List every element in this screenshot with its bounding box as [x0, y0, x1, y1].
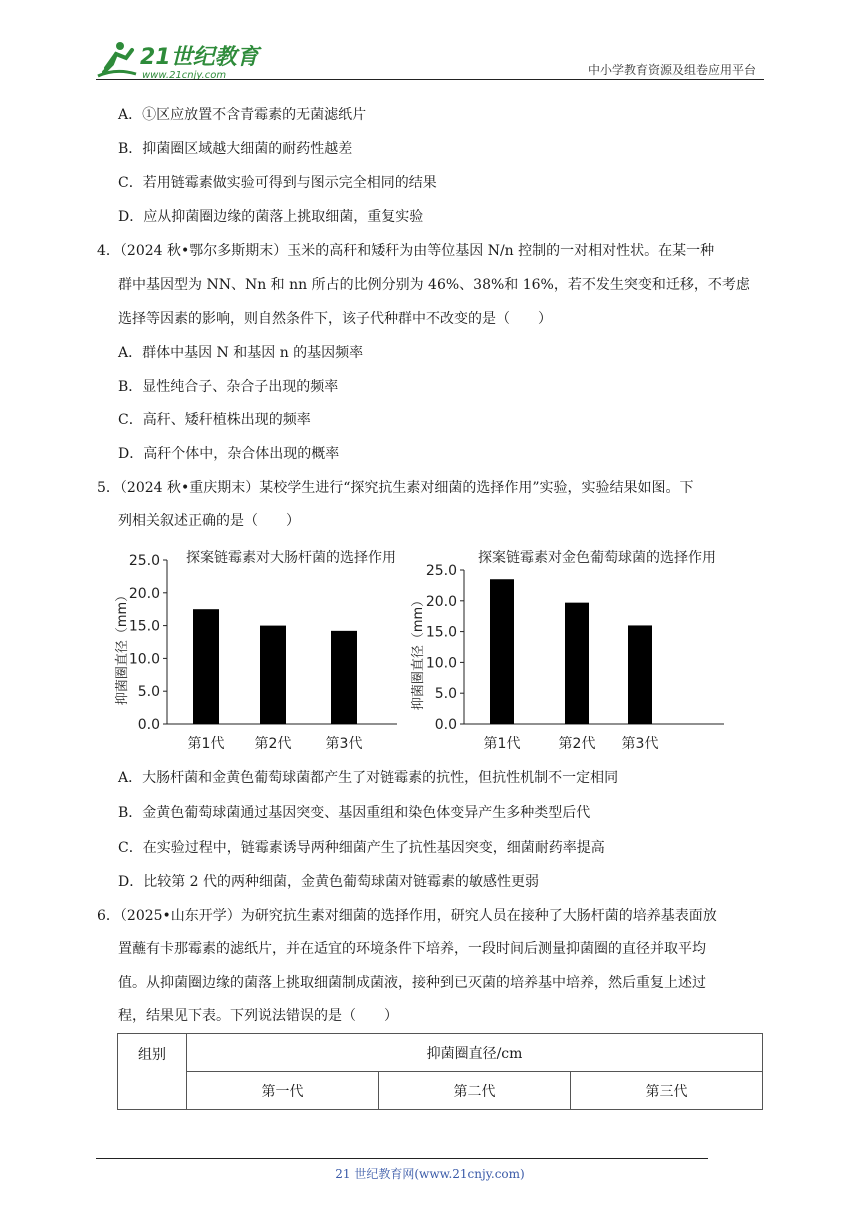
q6-results-table [117, 1033, 763, 1110]
y-tick-label: 20.0 [425, 593, 457, 610]
table-header-gen2: 第二代 [379, 1072, 571, 1110]
q3-option-a: A．①区应放置不含青霉素的无菌滤纸片 [118, 107, 367, 123]
q5-option-d: D．比较第 2 代的两种细菌，金黄色葡萄球菌对链霉素的敏感性更弱 [118, 874, 540, 890]
logo-url: www.21cnjy.com [142, 70, 227, 81]
q4-option-b: B．显性纯合子、杂合子出现的频率 [118, 379, 339, 395]
y-tick-label: 25.0 [425, 563, 457, 579]
q5-stem-line-1: 5．（2024 秋•重庆期末）某校学生进行“探究抗生素对细菌的选择作用”实验，实验结果如图。下 [97, 480, 694, 496]
y-tick-label: 15.0 [128, 618, 160, 635]
y-tick-label: 0.0 [137, 717, 160, 733]
y-tick-label: 10.0 [128, 651, 160, 668]
x-tick-label: 第1代 [187, 736, 225, 752]
footer-text: 21 世纪教育网(www.21cnjy.com) [335, 1167, 525, 1181]
q3-option-b: B．抑菌圈区域越大细菌的耐药性越差 [118, 141, 353, 157]
table-header-row [118, 1034, 763, 1072]
y-tick-label: 25.0 [128, 553, 160, 569]
logo-title: 21世纪教育 [140, 45, 259, 70]
table-header-group: 组别 [118, 1034, 187, 1110]
table-header-gen1: 第一代 [187, 1072, 379, 1110]
site-logo [96, 38, 266, 82]
header-divider [96, 79, 764, 80]
q5-option-c: C．在实验过程中，链霉素诱导两种细菌产生了抗性基因突变，细菌耐药率提高 [118, 840, 605, 856]
q6-stem-line-4: 程，结果见下表。下列说法错误的是（ ） [118, 1008, 398, 1024]
q5-option-a: A．大肠杆菌和金黄色葡萄球菌都产生了对链霉素的抗性，但抗性机制不一定相同 [118, 770, 619, 786]
chart-title: 探案链霉素对金色葡萄球菌的选择作用 [478, 550, 716, 566]
bar-第2代 [260, 626, 286, 724]
y-tick-label: 5.0 [137, 684, 160, 701]
q4-stem-line-3: 选择等因素的影响，则自然条件下，该子代种群中不改变的是（ ） [118, 311, 552, 327]
runner-icon [98, 42, 136, 76]
bar-第2代 [565, 603, 589, 724]
chart-title: 探案链霉素对大肠杆菌的选择作用 [186, 550, 396, 566]
table-header-diameter: 抑菌圈直径/cm [187, 1034, 763, 1072]
y-axis-label: 抑菌圈直径（mm） [115, 588, 130, 706]
x-tick-label: 第1代 [483, 736, 521, 752]
q5-option-b: B．金黄色葡萄球菌通过基因突变、基因重组和染色体变异产生多种类型后代 [118, 805, 591, 821]
chart-ecoli [110, 543, 410, 758]
y-tick-label: 15.0 [425, 624, 457, 641]
y-axis-label: 抑菌圈直径（mm） [411, 593, 426, 711]
bar-第1代 [193, 609, 219, 724]
bar-第1代 [490, 579, 514, 724]
q4-stem-line-2: 群中基因型为 NN、Nn 和 nn 所占的比例分别为 46%、38%和 16%，若不发生突变和迁移，不考虑 [118, 277, 750, 293]
q6-stem-line-2: 置蘸有卡那霉素的滤纸片，并在适宜的环境条件下培养，一段时间后测量抑菌圈的直径并取平均 [118, 941, 706, 957]
chart-staph [400, 543, 740, 758]
q6-stem-line-3: 值。从抑菌圈边缘的菌落上挑取细菌制成菌液，接种到已灭菌的培养基中培养，然后重复上述过 [118, 975, 706, 991]
x-tick-label: 第3代 [325, 736, 363, 752]
table-subheader-row [118, 1072, 763, 1110]
header-slogan: 中小学教育资源及组卷应用平台 [587, 63, 756, 77]
q4-option-a: A．群体中基因 N 和基因 n 的基因频率 [118, 345, 364, 361]
q5-stem-line-2: 列相关叙述正确的是（ ） [118, 513, 300, 529]
y-tick-label: 0.0 [434, 717, 457, 733]
bar-第3代 [331, 631, 357, 724]
q3-option-d: D．应从抑菌圈边缘的菌落上挑取细菌，重复实验 [118, 209, 424, 225]
bar-第3代 [628, 625, 652, 724]
y-tick-label: 10.0 [425, 655, 457, 672]
q4-stem-line-1: 4．（2024 秋•鄂尔多斯期末）玉米的高秆和矮秆为由等位基因 N/n 控制的一对相对性状。在某一种 [97, 243, 715, 259]
q4-option-c: C．高秆、矮秆植株出现的频率 [118, 412, 311, 428]
x-tick-label: 第2代 [558, 736, 596, 752]
table-header-gen3: 第三代 [571, 1072, 763, 1110]
footer-divider [96, 1158, 708, 1159]
q3-option-c: C．若用链霉素做实验可得到与图示完全相同的结果 [118, 175, 437, 191]
q4-option-d: D．高秆个体中，杂合体出现的概率 [118, 446, 340, 462]
x-tick-label: 第2代 [254, 736, 292, 752]
q6-stem-line-1: 6．（2025•山东开学）为研究抗生素对细菌的选择作用，研究人员在接种了大肠杆菌的培养基表面放 [97, 908, 717, 924]
x-tick-label: 第3代 [621, 736, 659, 752]
y-tick-label: 5.0 [434, 686, 457, 703]
y-tick-label: 20.0 [128, 585, 160, 602]
